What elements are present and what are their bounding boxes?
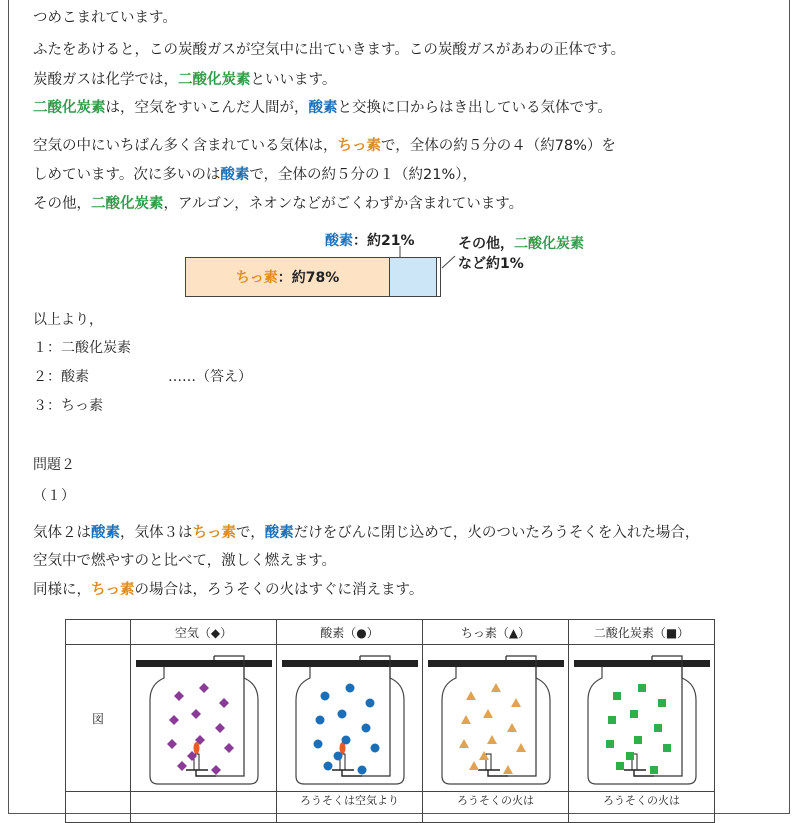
oxygen-particle: [323, 762, 332, 771]
answer-note: ……（答え）: [168, 369, 252, 385]
air-particle: [169, 715, 179, 725]
co2-particle: [638, 684, 646, 692]
co2-particle: [606, 740, 614, 748]
jar-outline: [588, 666, 696, 784]
candle-wire: [214, 656, 244, 776]
air-particle: [167, 739, 177, 749]
air-particle: [224, 743, 234, 753]
air-particle: [177, 761, 187, 771]
candle-stand: [624, 770, 654, 776]
nitrogen-particle: [503, 765, 513, 774]
jar-oxygen-illustration: [280, 648, 420, 788]
air-particle: [215, 723, 225, 733]
co2-particle: [650, 766, 658, 774]
co2-particle: [608, 716, 616, 724]
nitrogen-particle: [459, 739, 469, 748]
co2-particle: [658, 699, 666, 707]
q2-text-line-2: 空気中で燃やすのと比べて，激しく燃えます。: [33, 553, 337, 569]
row3-cell-co2: ろうそくの火は: [569, 792, 715, 823]
header-nitrogen: ちっ素（▲）: [423, 620, 569, 645]
q2-text-line-3: 同様に，ちっ素の場合は，ろうそくの火はすぐに消えます。: [33, 582, 424, 598]
candle-wire: [652, 656, 682, 776]
oxygen-particle: [333, 752, 342, 761]
co2-particle: [613, 692, 621, 700]
oxygen-particle: [337, 710, 346, 719]
co2-particle: [630, 710, 638, 718]
question-2-sub: （１）: [33, 488, 75, 504]
nitrogen-particle: [516, 743, 526, 752]
candle-stand: [332, 770, 362, 776]
co2-particle: [654, 724, 662, 732]
co2-particle: [626, 752, 634, 760]
question-2-title: 問題２: [33, 457, 75, 473]
other-bar-segment: [437, 257, 441, 297]
row3-cell-label: [66, 792, 131, 823]
jar-lid: [136, 660, 272, 667]
co2-particle: [616, 762, 624, 770]
nitrogen-particle: [511, 698, 521, 707]
nitrogen-particle: [487, 735, 497, 744]
air-particle: [211, 765, 221, 775]
nitrogen-particle: [466, 691, 476, 700]
answer-intro: 以上より，: [33, 312, 103, 328]
answer-item-3: ３：ちっ素: [33, 398, 103, 414]
nitrogen-particle: [483, 709, 493, 718]
jar-cell-oxygen: [277, 645, 423, 792]
jar-cell-co2: [569, 645, 715, 792]
row3-cell-oxygen: ろうそくは空気より: [277, 792, 423, 823]
oxygen-bar-segment: [390, 257, 437, 297]
candle-flame: [193, 742, 199, 754]
air-particle: [174, 691, 184, 701]
nitrogen-particle: [507, 723, 517, 732]
text-line-1: つめこまれています。: [33, 10, 177, 26]
oxygen-particle: [320, 692, 329, 701]
text-line-3: 炭酸ガスは化学では，二酸化炭素といいます。: [33, 72, 337, 88]
candle-stand: [478, 770, 508, 776]
answer-item-1: １：二酸化炭素: [33, 340, 131, 356]
air-particle: [191, 709, 201, 719]
table-corner: [66, 620, 131, 645]
air-particle: [199, 683, 209, 693]
oxygen-particle: [345, 684, 354, 693]
nitrogen-particle: [461, 715, 471, 724]
oxygen-particle: [315, 716, 324, 725]
oxygen-particle: [357, 766, 366, 775]
jar-air-illustration: [134, 648, 274, 788]
nitrogen-bar-segment: ちっ素 ：約78%: [185, 257, 390, 297]
nitrogen-particle: [491, 683, 501, 692]
oxygen-particle: [370, 744, 379, 753]
header-oxygen: 酸素（●）: [277, 620, 423, 645]
jar-lid: [428, 660, 564, 667]
oxygen-particle: [365, 699, 374, 708]
text-line-6: しめています。次に多いのは酸素で，全体の約５分の１（約21%），: [33, 167, 478, 183]
q2-text-line-1: 気体２は酸素，気体３はちっ素で，酸素だけをびんに閉じ込めて，火のついたろうそくを入れた場合，: [33, 525, 700, 541]
candle-stand: [186, 770, 216, 776]
row-label-figure: 図: [66, 645, 131, 792]
co2-particle: [663, 744, 671, 752]
candle-wire: [506, 656, 536, 776]
header-co2: 二酸化炭素（■）: [569, 620, 715, 645]
gas-table: [65, 619, 715, 823]
jar-co2-illustration: [572, 648, 712, 788]
jar-nitrogen-illustration: [426, 648, 566, 788]
header-air: 空気（◆）: [131, 620, 277, 645]
jar-lid: [574, 660, 710, 667]
jar-cell-nitrogen: [423, 645, 569, 792]
co2-particle: [634, 736, 642, 744]
answer-item-2: ２：酸素: [33, 369, 89, 385]
oxygen-bar-label: 酸素：約21%: [325, 233, 415, 249]
text-line-2: ふたをあけると，この炭酸ガスが空気中に出ていきます。この炭酸ガスがあわの正体です。: [33, 42, 626, 58]
oxygen-particle: [341, 736, 350, 745]
other-bar-label: その他，二酸化炭素 など約1%: [458, 236, 584, 272]
row3-cell-nitrogen: ろうそくの火は: [423, 792, 569, 823]
oxygen-particle: [361, 724, 370, 733]
oxygen-particle: [313, 740, 322, 749]
row3-cell-air: [131, 792, 277, 823]
text-line-5: 空気の中にいちばん多く含まれている気体は，ちっ素で，全体の約５分の４（約78%）を: [33, 138, 616, 154]
jar-cell-air: [131, 645, 277, 792]
text-line-4: 二酸化炭素は，空気をすいこんだ人間が，酸素と交換に口からはき出している気体です。: [33, 100, 612, 116]
text-line-7: その他，二酸化炭素，アルゴン，ネオンなどがごくわずか含まれています。: [33, 196, 524, 212]
candle-wire: [360, 656, 390, 776]
nitrogen-particle: [469, 761, 479, 770]
air-particle: [219, 698, 229, 708]
jar-lid: [282, 660, 418, 667]
